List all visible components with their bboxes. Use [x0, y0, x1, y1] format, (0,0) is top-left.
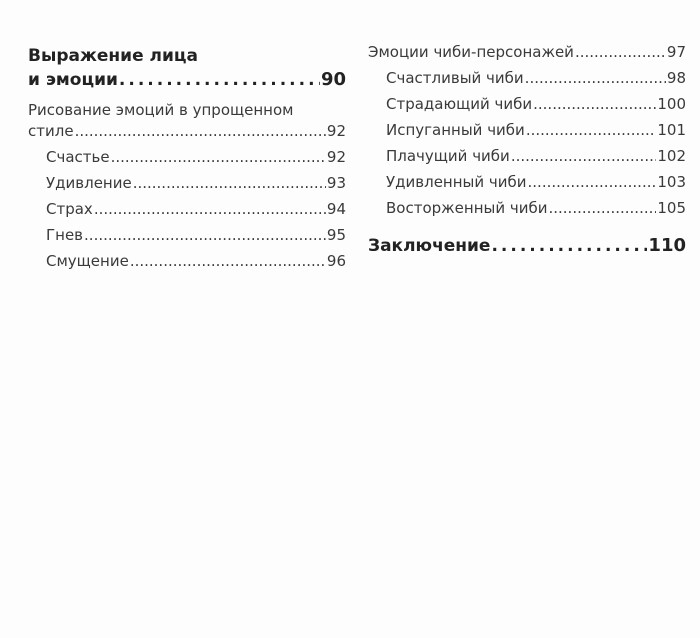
toc-item[interactable]: [368, 147, 686, 165]
toc-item-label: Плачущий чиби: [386, 147, 510, 165]
toc-item[interactable]: [368, 95, 686, 113]
leader-dots: [533, 95, 656, 113]
section-title-line1: Выражение лица: [28, 46, 198, 66]
toc-item-label: Испуганный чиби: [386, 121, 525, 139]
toc-section-facial-expressions[interactable]: [28, 69, 346, 90]
subsection-title-line1: Рисование эмоций в упрощенном: [28, 101, 294, 119]
toc-item-label: Счастье: [46, 148, 110, 166]
leader-dots: [511, 147, 657, 165]
toc-subsection-simplified-emotions[interactable]: [28, 122, 346, 140]
leader-dots: [548, 199, 656, 217]
toc-item-page: 102: [657, 147, 686, 165]
section-title-line2: и эмоции: [28, 70, 118, 90]
toc-item-page: 105: [657, 199, 686, 217]
section-title: Заключение: [368, 236, 491, 256]
leader-dots: [525, 69, 666, 87]
subsection-title: Эмоции чиби-персонажей: [368, 43, 574, 61]
subsection-page-number: 97: [666, 43, 686, 61]
subsection-page-number: 92: [326, 122, 346, 140]
toc-item[interactable]: [368, 199, 686, 217]
toc-item-page: 101: [657, 121, 686, 139]
leader-dots: [84, 226, 326, 244]
leader-dots: [133, 174, 326, 192]
toc-item-page: 98: [666, 69, 686, 87]
toc-item-page: 94: [326, 200, 346, 218]
toc-item[interactable]: [28, 200, 346, 218]
toc-subsection-chibi-emotions[interactable]: [368, 43, 686, 61]
leader-dots: [491, 236, 647, 256]
toc-item-label: Счастливый чиби: [386, 69, 524, 87]
toc-item-label: Смущение: [46, 252, 129, 270]
toc-item-page: 92: [326, 148, 346, 166]
toc-item-label: Страх: [46, 200, 93, 218]
leader-dots: [130, 252, 326, 270]
leader-dots: [526, 121, 657, 139]
toc-item-page: 95: [326, 226, 346, 244]
toc-item[interactable]: [368, 121, 686, 139]
leader-dots: [575, 43, 666, 61]
toc-item[interactable]: [28, 174, 346, 192]
leader-dots: [94, 200, 326, 218]
toc-item-label: Гнев: [46, 226, 84, 244]
toc-item-label: Удивление: [46, 174, 132, 192]
toc-item[interactable]: [28, 148, 346, 166]
toc-item-page: 103: [657, 173, 686, 191]
toc-item[interactable]: [28, 252, 346, 270]
toc-item-page: 93: [326, 174, 346, 192]
toc-item-label: Страдающий чиби: [386, 95, 533, 113]
leader-dots: [111, 148, 326, 166]
toc-item[interactable]: [28, 226, 346, 244]
leader-dots: [528, 173, 657, 191]
section-page-number: 90: [320, 69, 346, 90]
toc-section-conclusion[interactable]: [368, 235, 686, 256]
toc-item-page: 100: [657, 95, 686, 113]
toc-item-label: Удивленный чиби: [386, 173, 527, 191]
toc-item[interactable]: [368, 69, 686, 87]
subsection-title-line2: стиле: [28, 122, 74, 140]
toc-item[interactable]: [368, 173, 686, 191]
toc-item-label: Восторженный чиби: [386, 199, 548, 217]
leader-dots: [75, 122, 326, 140]
toc-item-page: 96: [326, 252, 346, 270]
section-page-number: 110: [648, 235, 686, 256]
leader-dots: [119, 70, 320, 90]
